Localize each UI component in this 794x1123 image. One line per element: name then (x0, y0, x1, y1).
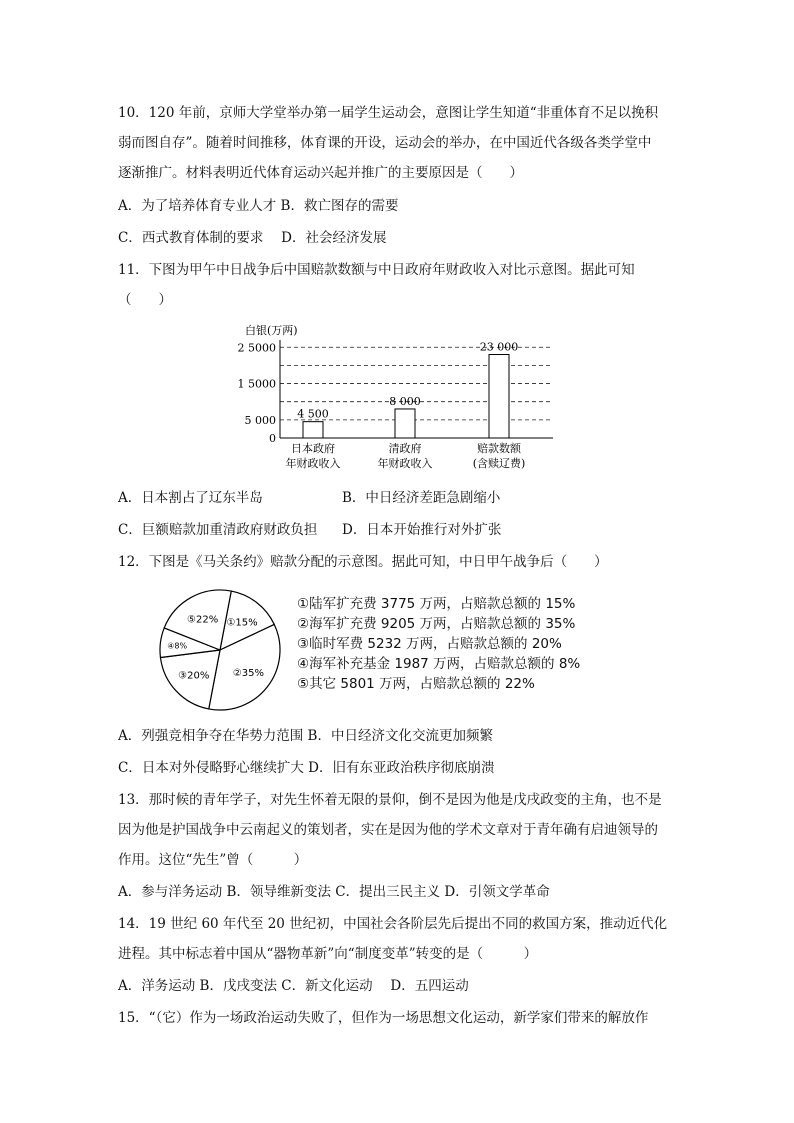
pie-slice-label: ③20% (178, 670, 210, 682)
pie-legend-item-4: ④海军补充基金 1987 万两，占赔款总额的 8% (297, 656, 581, 672)
pie-slice-label: ①15% (226, 617, 258, 629)
q11-option-a: A．日本割占了辽东半岛 (118, 490, 263, 506)
q11-option-c: C．巨额赔款加重清政府财政负担 (118, 522, 318, 538)
q12-stem-line-1: 12．下图是《马关条约》赔款分配的示意图。据此可知，中日甲午战争后（ ） (118, 554, 608, 570)
chart-category-label: (含赎辽费) (472, 457, 526, 470)
q13-stem-line-3: 作用。这位“先生”曾（ ） (118, 852, 308, 868)
chart-tick-label: 2 5000 (237, 341, 276, 355)
q13-options: A．参与洋务运动 B．领导维新变法 C．提出三民主义 D．引领文学革命 (118, 884, 550, 900)
pie-slice-label: ②35% (232, 668, 265, 680)
chart-category-label: 清政府 (388, 442, 422, 455)
chart-category-label: 赔款数额 (477, 442, 521, 455)
q11-option-b: B．中日经济差距急剧缩小 (342, 490, 501, 506)
q14-options: A．洋务运动 B．戊戌变法 C．新文化运动 D．五四运动 (118, 978, 469, 994)
q10-options-row-1: A．为了培养体育专业人才 B．救亡图存的需要 (118, 198, 399, 214)
q10-stem-line-1: 10．120 年前，京师大学堂举办第一届学生运动会，意图让学生知道“非重体育不足以挽积 (118, 105, 659, 121)
q10-options-row-2: C．西式教育体制的要求 D．社会经济发展 (118, 230, 387, 246)
indemnity-pie-chart (155, 585, 285, 715)
q10-stem-line-3: 逐渐推广。材料表明近代体育运动兴起并推广的主要原因是（ ） (118, 165, 523, 181)
chart-tick-labels (238, 341, 277, 445)
chart-value-label: 8 000 (389, 394, 421, 408)
q10-stem-line-2: 弱而图自存”。随着时间推移，体育课的开设，运动会的举办，在中国近代各级各类学堂中 (118, 135, 652, 151)
pie-legend (297, 594, 580, 694)
chart-bar (303, 422, 323, 438)
chart-y-axis-label: 白银(万两) (245, 324, 298, 337)
fiscal-comparison-bar-chart (235, 318, 565, 480)
q15-stem-line-1: 15．“（它）作为一场政治运动失败了，但作为一场思想文化运动，新学家们带来的解放作 (118, 1010, 649, 1026)
chart-value-label: 23 000 (479, 340, 519, 354)
pie-slice-label: ④8% (167, 641, 188, 651)
pie-legend-item-2: ②海军扩充费 9205 万两，占赔款总额的 35% (297, 616, 576, 632)
chart-tick-label: 5 000 (244, 413, 276, 427)
q14-stem-line-1: 14．19 世纪 60 年代至 20 世纪初，中国社会各阶层先后提出不同的救国方案，推动近代化 (118, 916, 668, 932)
chart-tick-label: 0 (269, 432, 276, 445)
chart-bar (395, 409, 415, 438)
q11-stem-line-2: （ ） (118, 292, 172, 308)
q12-options-row-1: A．列强竞相争夺在华势力范围 B．中日经济文化交流更加频繁 (118, 728, 493, 744)
pie-legend-item-1: ①陆军扩充费 3775 万两，占赔款总额的 15% (297, 596, 576, 612)
q11-stem-line-1: 11．下图为甲午中日战争后中国赔款数额与中日政府年财政收入对比示意图。据此可知 (118, 262, 635, 278)
chart-category-labels (286, 441, 526, 470)
pie-legend-item-3: ③临时军费 5232 万两，占赔款总额的 20% (297, 636, 562, 652)
chart-tick-label: 1 5000 (237, 377, 276, 391)
q12-options-row-2: C．日本对外侵略野心继续扩大 D．旧有东亚政治秩序彻底崩溃 (118, 760, 495, 776)
chart-value-label: 4 500 (297, 407, 329, 421)
q13-stem-line-2: 因为他是护国战争中云南起义的策划者，实在是因为他的学术文章对于青年确有启迪领导的 (118, 822, 658, 838)
chart-category-label: 年财政收入 (377, 457, 433, 470)
q14-stem-line-2: 进程。其中标志着中国从“器物革新”向“制度变革”转变的是（ ） (118, 946, 538, 962)
chart-category-label: 年财政收入 (285, 457, 341, 470)
q13-stem-line-1: 13．那时候的青年学子，对先生怀着无限的景仰，倒不是因为他是戊戌政变的主角，也不是 (118, 792, 662, 808)
chart-category-label: 日本政府 (291, 442, 335, 455)
pie-legend-item-5: ⑤其它 5801 万两，占赔款总额的 22% (297, 676, 535, 692)
q11-option-d: D．日本开始推行对外扩张 (342, 522, 502, 538)
pie-slice-label: ⑤22% (187, 614, 219, 626)
chart-bar (489, 355, 509, 438)
